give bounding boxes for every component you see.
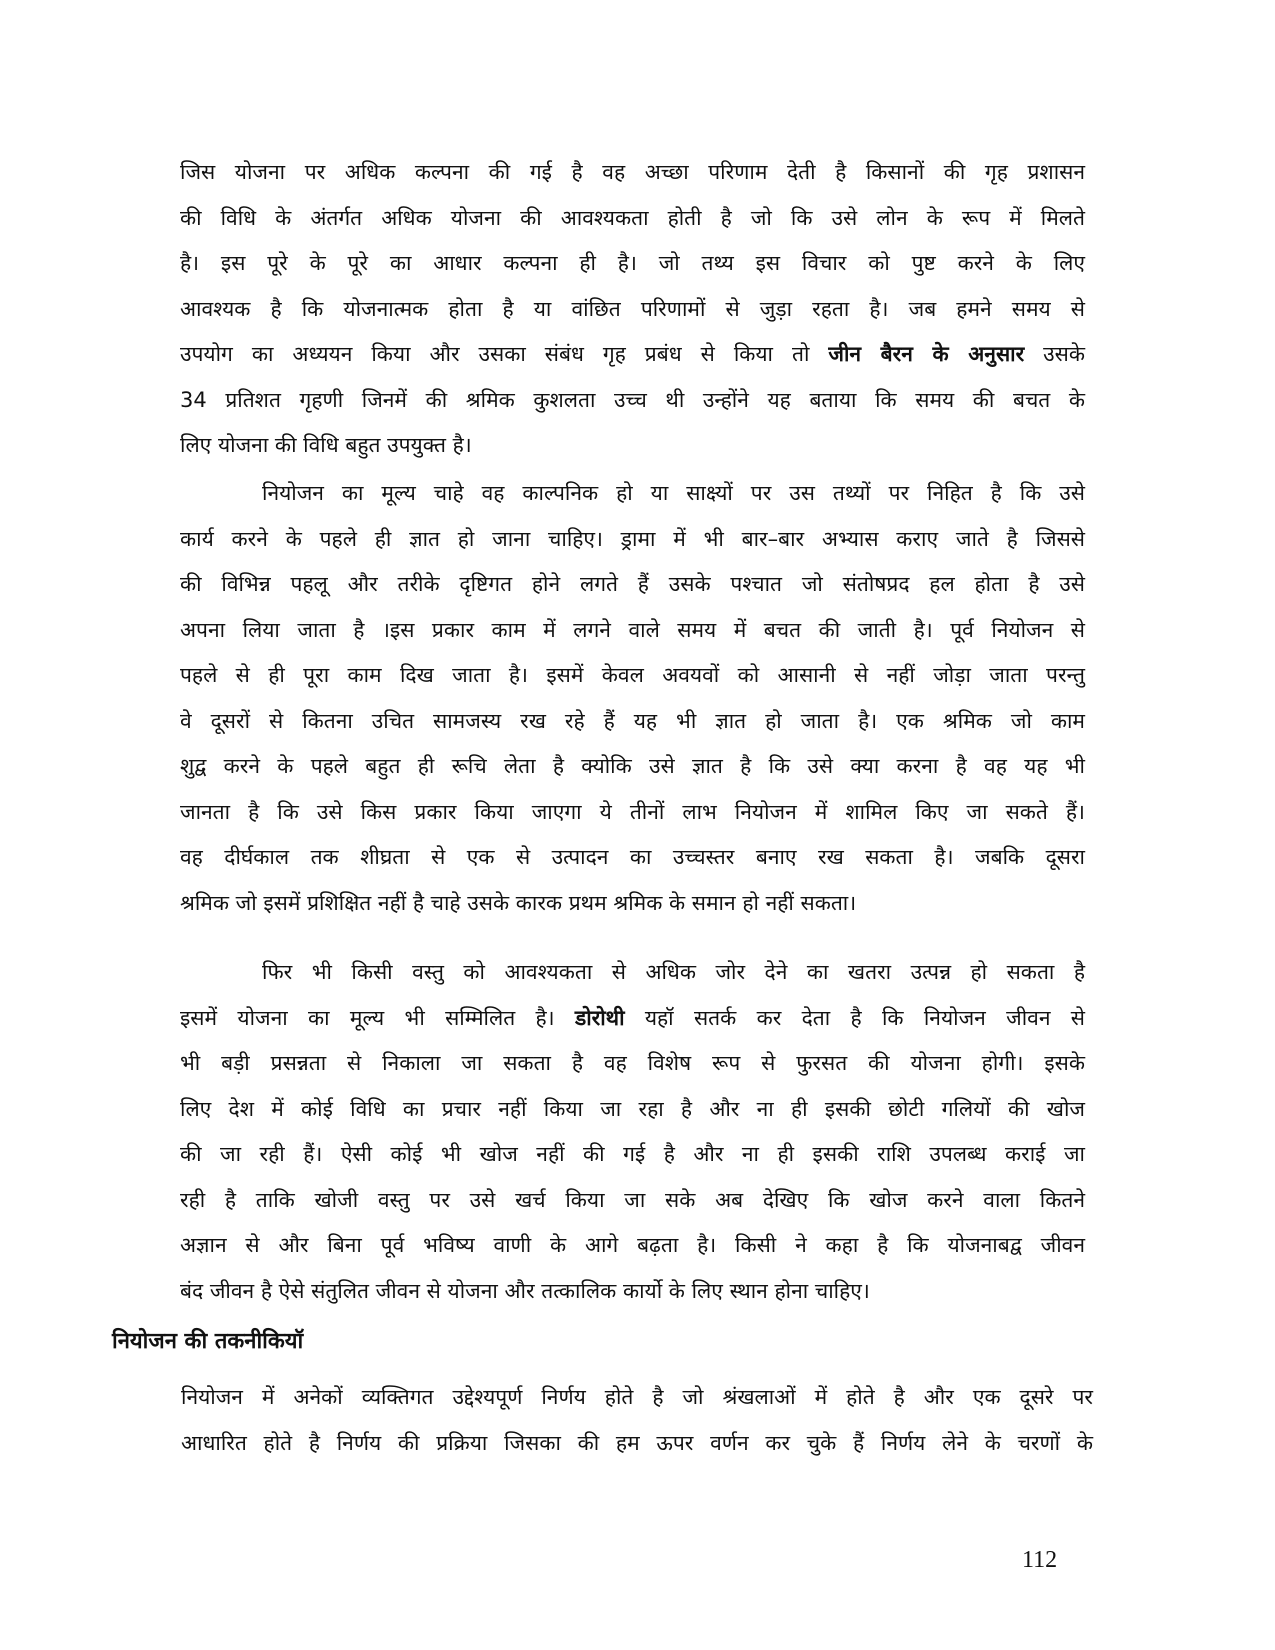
text-line: फिर भी किसी वस्तु को आवश्यकता से अधिक जोर देने का खतरा उत्पन्न हो सकता है	[262, 960, 1085, 984]
text-line: नियोजन में अनेकों व्यक्तिगत उद्देश्यपूर्ण निर्णय होते है जो श्रंखलाओं में होते है और एक दूसरे पर	[181, 1385, 1093, 1409]
text-segment: इसमें योजना का मूल्य भी सम्मिलित है।	[180, 1005, 575, 1030]
section-heading: नियोजन की तकनीकियॉ	[112, 1329, 304, 1354]
text-line: की विधि के अंतर्गत अधिक योजना की आवश्यकता होती है जो कि उसे लोन के रूप में मिलते	[180, 205, 1085, 230]
text-line: बंद जीवन है ऐसे संतुलित जीवन से योजना और तत्कालिक कार्यो के लिए स्थान होना चाहिए।	[180, 1278, 870, 1303]
text-line: श्रमिक जो इसमें प्रशिक्षित नहीं है चाहे उसके कारक प्रथम श्रमिक के समान हो नहीं सकता।	[180, 890, 857, 915]
text-line: शुद्व करने के पहले बहुत ही रूचि लेता है क्योकि उसे ज्ञात है कि उसे क्या करना है वह यह भी	[180, 754, 1085, 778]
text-line: आधारित होते है निर्णय की प्रक्रिया जिसका की हम ऊपर वर्णन कर चुके हैं निर्णय लेने के चरणों के	[181, 1430, 1093, 1455]
text-segment: उसके	[1024, 342, 1085, 366]
text-line: कार्य करने के पहले ही ज्ञात हो जाना चाहिए। ड्रामा में भी बार–बार अभ्यास कराए जाते है जिससे	[180, 526, 1085, 551]
paragraph-4	[181, 1375, 1093, 1466]
text-line: आवश्यक है कि योजनात्मक होता है या वांछित परिणामों से जुड़ा रहता है। जब हमने समय से	[180, 296, 1085, 321]
text-line: लिए देश में कोई विधि का प्रचार नहीं किया जा रहा है और ना ही इसकी छोटी गलियों की खोज	[180, 1096, 1085, 1121]
text-line: अज्ञान से और बिना पूर्व भविष्य वाणी के आगे बढ़ता है। किसी ने कहा है कि योजनाबद्व जीवन	[180, 1233, 1085, 1257]
text-segment: उपयोग का अध्ययन किया और उसका संबंध गृह प्रबंध से किया तो	[180, 342, 829, 366]
page-number: 112	[1022, 1547, 1058, 1573]
text-line: नियोजन का मूल्य चाहे वह काल्पनिक हो या साक्ष्यों पर उस तथ्यों पर निहित है कि उसे	[262, 481, 1085, 505]
text-line: की विभिन्न पहलू और तरीके दृष्टिगत होने लगते हैं उसके पश्चात जो संतोषप्रद हल होता है उसे	[180, 572, 1085, 596]
paragraph-3	[180, 950, 1085, 1314]
paragraph-2	[180, 471, 1085, 926]
text-line: पहले से ही पूरा काम दिख जाता है। इसमें केवल अवयवों को आसानी से नहीं जोड़ा जाता परन्तु	[180, 663, 1085, 687]
text-line	[180, 332, 1085, 378]
text-line: है। इस पूरे के पूरे का आधार कल्पना ही है। जो तथ्य इस विचार को पुष्ट करने के लिए	[180, 251, 1085, 275]
text-line: रही है ताकि खोजी वस्तु पर उसे खर्च किया जा सके अब देखिए कि खोज करने वाला कितने	[180, 1187, 1085, 1212]
text-line	[180, 996, 1085, 1042]
text-line: लिए योजना की विधि बहुत उपयुक्त है।	[180, 433, 472, 457]
text-line: 34 प्रतिशत गृहणी जिनमें की श्रमिक कुशलता उच्च थी उन्होंने यह बताया कि समय की बचत के	[180, 387, 1085, 412]
text-line: की जा रही हैं। ऐसी कोई भी खोज नहीं की गई है और ना ही इसकी राशि उपलब्ध कराई जा	[180, 1142, 1085, 1166]
text-line: जिस योजना पर अधिक कल्पना की गई है वह अच्छा परिणाम देती है किसानों की गृह प्रशासन	[180, 160, 1085, 184]
text-line: अपना लिया जाता है ।इस प्रकार काम में लगने वाले समय में बचत की जाती है। पूर्व नियोजन से	[180, 617, 1085, 642]
paragraph-1	[180, 150, 1085, 469]
text-line: भी बड़ी प्रसन्नता से निकाला जा सकता है वह विशेष रूप से फुरसत की योजना होगी। इसके	[180, 1051, 1085, 1075]
author-name-bold: डोरोथी	[574, 1005, 625, 1030]
text-segment: यहॉ सतर्क कर देता है कि नियोजन जीवन से	[624, 1005, 1086, 1030]
text-line: वह दीर्घकाल तक शीघ्रता से एक से उत्पादन का उच्चस्तर बनाए रख सकता है। जबकि दूसरा	[180, 845, 1085, 869]
author-name-bold: जीन बैरन के अनुसार	[828, 342, 1025, 366]
text-line: वे दूसरों से कितना उचित सामजस्य रख रहे हैं यह भी ज्ञात हो जाता है। एक श्रमिक जो काम	[180, 708, 1085, 733]
text-line: जानता है कि उसे किस प्रकार किया जाएगा ये तीनों लाभ नियोजन में शामिल किए जा सकते हैं।	[180, 799, 1085, 824]
